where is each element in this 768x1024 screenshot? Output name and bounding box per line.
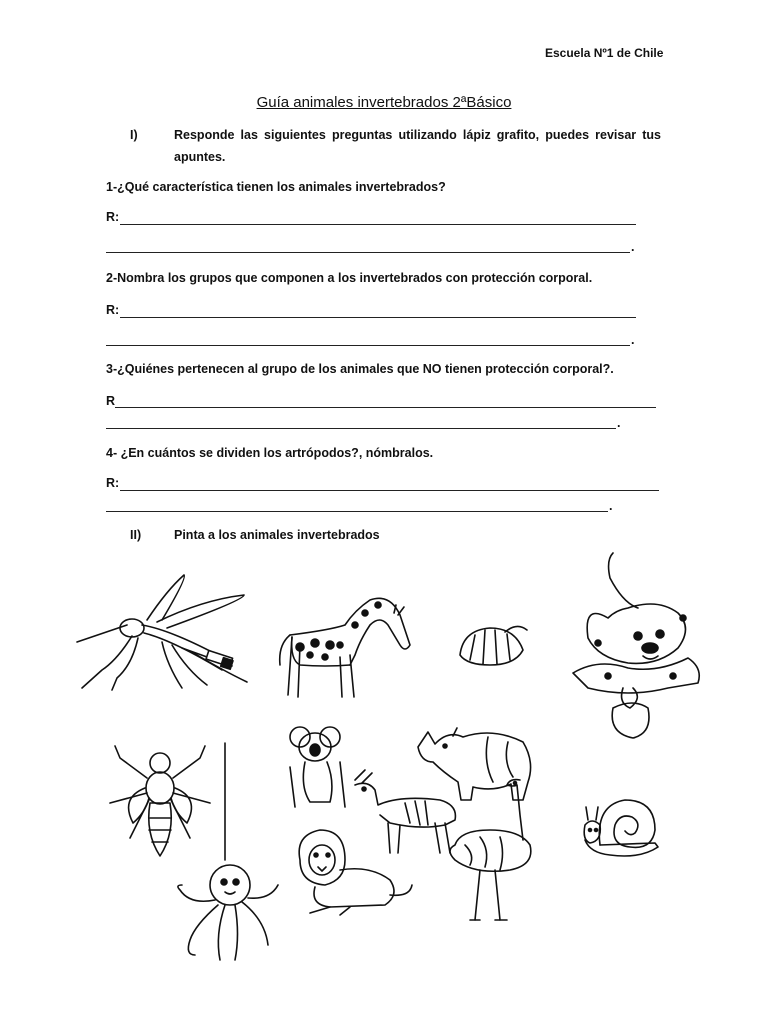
answer-3-prefix: R — [106, 394, 116, 408]
worksheet-title: Guía animales invertebrados 2ªBásico — [256, 94, 512, 111]
answer-1-prefix: R: — [106, 210, 120, 224]
answer-4-line-1[interactable] — [120, 490, 659, 491]
answer-3-line-1[interactable] — [115, 407, 656, 408]
ostrich-drawing[interactable] — [435, 775, 545, 923]
answer-2-prefix: R: — [106, 303, 120, 317]
fly-drawing[interactable] — [105, 738, 230, 863]
answer-3-end: . — [617, 416, 621, 430]
section-1-number: I) — [130, 128, 138, 142]
section-1-instructions: Responde las siguientes preguntas utilizando lápiz grafito, puedes revisar tus apuntes. — [174, 128, 661, 164]
giraffe-drawing[interactable] — [270, 585, 420, 703]
answer-2-line-1[interactable] — [120, 317, 636, 318]
snail-drawing[interactable] — [580, 785, 662, 863]
answer-4-line-2[interactable] — [106, 511, 608, 512]
answer-2-end: . — [631, 333, 635, 347]
clam-drawing[interactable] — [455, 620, 530, 672]
lion-drawing[interactable] — [290, 825, 415, 917]
octopus-drawing[interactable] — [170, 860, 280, 965]
answer-1-line-2[interactable] — [106, 252, 630, 253]
answer-1-line-1[interactable] — [120, 224, 636, 225]
school-name: Escuela Nº1 de Chile — [545, 46, 664, 60]
question-1: 1-¿Qué característica tienen los animales invertebrados? — [106, 180, 446, 194]
answer-2-line-2[interactable] — [106, 345, 630, 346]
mosquito-drawing[interactable] — [72, 570, 252, 695]
koala-drawing[interactable] — [285, 722, 355, 810]
answer-4-end: . — [609, 499, 613, 513]
question-3: 3-¿Quiénes pertenecen al grupo de los animales que NO tienen protección corporal?. — [106, 362, 614, 376]
dalmatian-puppy-drawing[interactable] — [568, 548, 708, 743]
answer-4-prefix: R: — [106, 476, 120, 490]
question-4: 4- ¿En cuántos se dividen los artrópodos?, nómbralos. — [106, 446, 434, 460]
question-2: 2-Nombra los grupos que componen a los invertebrados con protección corporal. — [106, 271, 593, 285]
answer-3-line-2[interactable] — [106, 428, 616, 429]
section-2-number: II) — [130, 528, 142, 542]
section-2-instructions: Pinta a los animales invertebrados — [174, 528, 380, 542]
answer-1-end: . — [631, 240, 635, 254]
